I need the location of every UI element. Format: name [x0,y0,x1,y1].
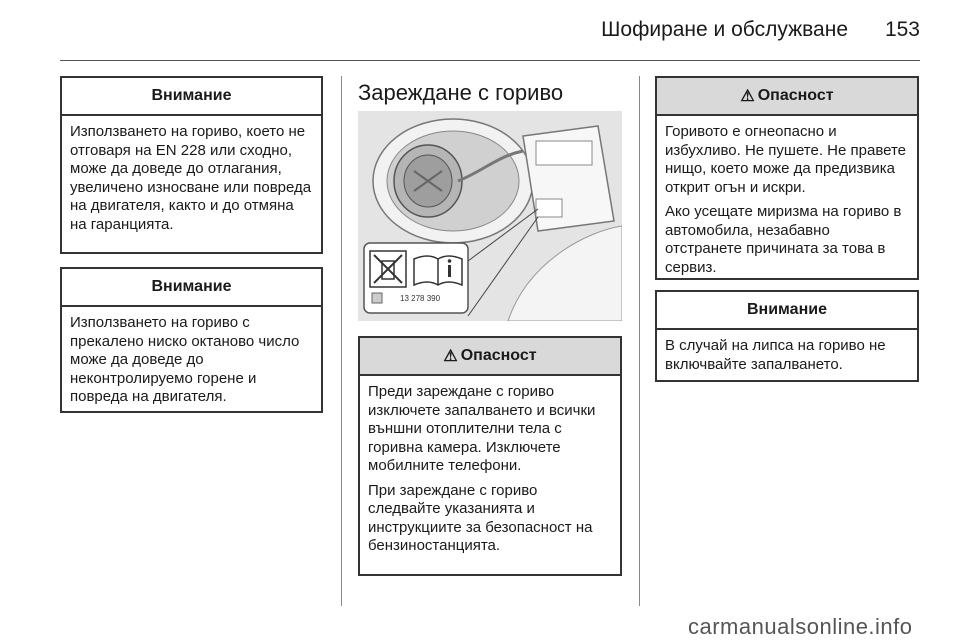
figure-code: 13 278 390 [400,294,441,303]
column-divider-left [341,76,342,606]
danger-box-flammable [655,76,919,280]
fuel-filler-figure [358,111,622,321]
notice-box-ignition [655,290,919,382]
warning-triangle-icon: ⚠ [740,88,755,105]
fuel-cap-illustration [358,111,622,321]
notice-heading: Внимание [657,292,917,330]
header-rule [60,60,920,61]
danger-paragraph-1: Горивото е огнеопасно и избухливо. Не пушете. Не правете нищо, което може да предизвика открит огън и искри. [665,123,907,196]
danger-paragraph-2: При зареждане с гориво следвайте указанията и инструкциите за безопасност на бензиностанцията. [368,481,593,554]
danger-heading: Опасност [757,87,834,104]
danger-box-refuelling [358,336,622,576]
footer-watermark: carmanualsonline.info [688,614,913,639]
section-title: Зареждане с гориво [358,80,564,105]
notice-heading: Внимание [62,269,321,307]
page-header-title: Шофиране и обслужване [601,18,848,41]
notice-box-octane [60,267,323,413]
danger-paragraph-1: Преди зареждане с гориво изключете запалването и всички външни отоплителни тела с горивна камера. Изключете мобилните телефони. [368,383,596,474]
notice-heading: Внимание [62,78,321,116]
notice-text: В случай на липса на гориво не включвайте запалването. [665,337,886,373]
column-divider-right [639,76,640,606]
danger-paragraph-2: Ако усещате миризма на гориво в автомобила, незабавно отстранете причината за това в сервиз. [665,203,902,276]
notice-box-fuel-standard [60,76,323,254]
danger-heading: Опасност [460,347,537,364]
notice-text: Използването на гориво с прекалено ниско октаново число може да доведе до неконтролируемо горене и повреда на двигателя. [70,314,300,405]
page-number: 153 [884,18,920,41]
warning-triangle-icon: ⚠ [443,348,458,365]
notice-text: Използването на гориво, което не отговаря на EN 228 или сходно, може да доведе до отлагания, увеличено износване или повреда на двигателя, както и до отмяна на гаранцията. [70,123,312,233]
